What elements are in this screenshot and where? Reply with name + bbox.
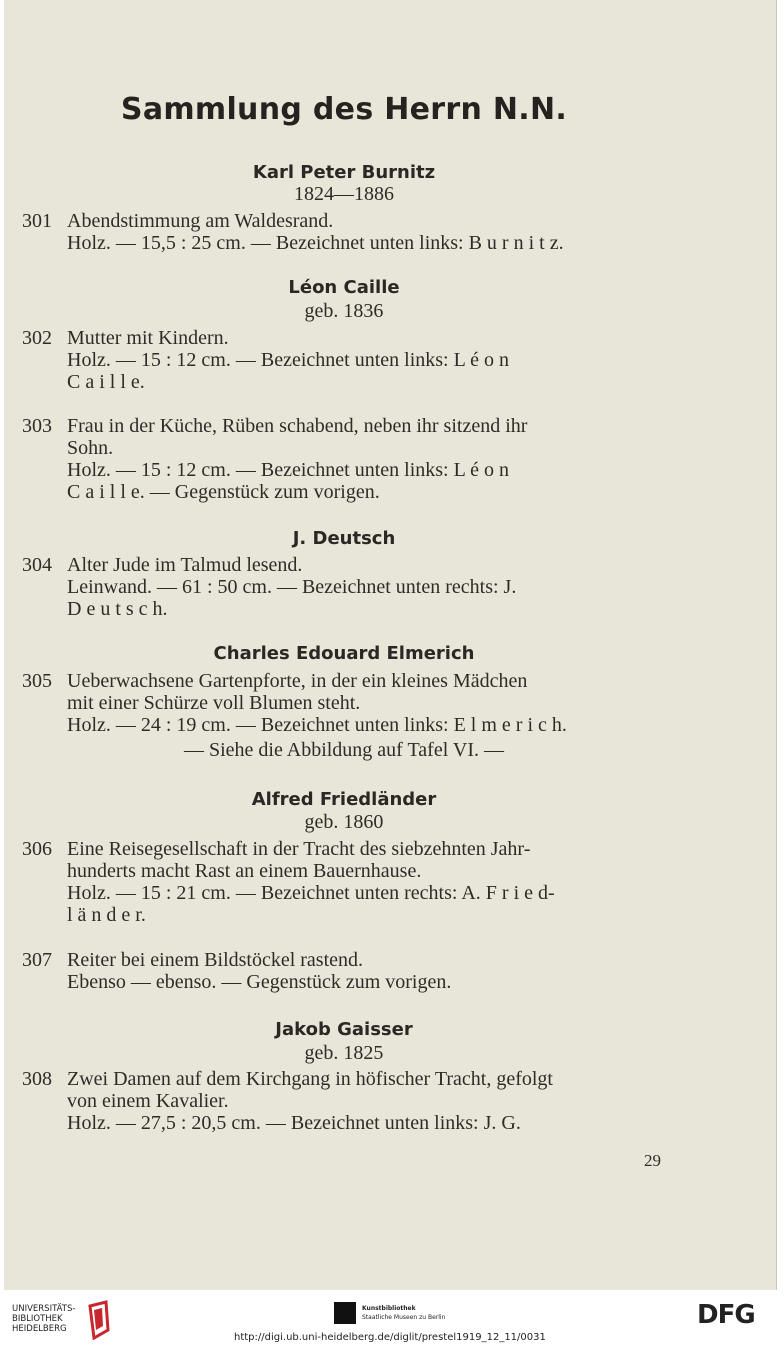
kb-logo-line: Staatliche Museen zu Berlin bbox=[362, 1314, 446, 1321]
ub-logo-line: BIBLIOTHEK bbox=[12, 1314, 63, 1324]
entry-detail: Ebenso — ebenso. — Gegenstück zum vorigen. bbox=[67, 971, 452, 993]
artist-dates: geb. 1860 bbox=[304, 811, 384, 833]
ub-logo-line: HEIDELBERG bbox=[12, 1324, 67, 1334]
entry-detail: C a i l l e. bbox=[67, 371, 145, 393]
entry-detail: D e u t s c h. bbox=[67, 598, 168, 620]
entry-number: 302 bbox=[22, 327, 52, 349]
catalog-entry bbox=[22, 415, 672, 503]
artist-name: Jakob Gaisser bbox=[275, 1019, 413, 1040]
catalog-entry bbox=[22, 949, 672, 993]
entry-title: Abendstimmung am Waldesrand. bbox=[67, 210, 334, 232]
entry-title: Frau in der Küche, Rüben schabend, neben ihr sitzend ihr bbox=[67, 415, 528, 437]
entry-title: hunderts macht Rast an einem Bauernhause. bbox=[67, 860, 422, 882]
entry-number: 301 bbox=[22, 210, 52, 232]
kunstbibliothek-logo[interactable] bbox=[334, 1302, 474, 1328]
ub-mark-icon bbox=[84, 1300, 112, 1340]
catalog-page bbox=[4, 0, 777, 1290]
artist-dates: geb. 1836 bbox=[304, 300, 384, 322]
artist-name: J. Deutsch bbox=[292, 528, 396, 549]
page-number: 29 bbox=[644, 1151, 661, 1170]
kb-logo-line: Kunstbibliothek bbox=[362, 1305, 416, 1312]
entry-title: Eine Reisegesellschaft in der Tracht des siebzehnten Jahr- bbox=[67, 838, 531, 860]
catalog-entry bbox=[22, 838, 672, 926]
entry-detail: Holz. — 15 : 12 cm. — Bezeichnet unten links: L é o n bbox=[67, 349, 509, 371]
ub-logo-line: UNIVERSITÄTS- bbox=[12, 1304, 76, 1314]
catalog-entry bbox=[22, 1068, 672, 1134]
entry-title: Ueberwachsene Gartenpforte, in der ein kleines Mädchen bbox=[67, 670, 528, 692]
entry-title: Zwei Damen auf dem Kirchgang in höfischer Tracht, gefolgt bbox=[67, 1068, 553, 1090]
entry-number: 306 bbox=[22, 838, 52, 860]
artist-dates: geb. 1825 bbox=[304, 1042, 384, 1064]
plate-reference-note: — Siehe die Abbildung auf Tafel VI. — bbox=[183, 739, 505, 761]
entry-title: Alter Jude im Talmud lesend. bbox=[67, 554, 303, 576]
artist-name: Charles Edouard Elmerich bbox=[213, 643, 475, 664]
entry-detail: Holz. — 15,5 : 25 cm. — Bezeichnet unten links: B u r n i t z. bbox=[67, 232, 564, 254]
artist-name: Alfred Friedländer bbox=[251, 789, 437, 810]
ub-heidelberg-logo[interactable] bbox=[12, 1300, 112, 1340]
catalog-entry bbox=[22, 670, 672, 736]
entry-title: Reiter bei einem Bildstöckel rastend. bbox=[67, 949, 364, 971]
artist-name: Karl Peter Burnitz bbox=[252, 162, 436, 183]
entry-number: 308 bbox=[22, 1068, 52, 1090]
entry-number: 303 bbox=[22, 415, 52, 437]
entry-detail: Holz. — 27,5 : 20,5 cm. — Bezeichnet unten links: J. G. bbox=[67, 1112, 521, 1134]
entry-detail: Leinwand. — 61 : 50 cm. — Bezeichnet unten rechts: J. bbox=[67, 576, 517, 598]
source-url-link[interactable]: http://digi.ub.uni-heidelberg.de/diglit/prestel1919_12_11/0031 bbox=[234, 1332, 546, 1343]
entry-title: Sohn. bbox=[67, 437, 114, 459]
catalog-entry bbox=[22, 327, 672, 393]
page-title: Sammlung des Herrn N.N. bbox=[120, 92, 568, 127]
entry-title: Mutter mit Kindern. bbox=[67, 327, 229, 349]
dfg-logo[interactable]: DFG bbox=[697, 1300, 755, 1330]
entry-number: 304 bbox=[22, 554, 52, 576]
catalog-entry bbox=[22, 210, 672, 254]
entry-title: mit einer Schürze voll Blumen steht. bbox=[67, 692, 361, 714]
entry-detail: Holz. — 24 : 19 cm. — Bezeichnet unten links: E l m e r i c h. bbox=[67, 714, 567, 736]
artist-dates: 1824—1886 bbox=[294, 183, 394, 205]
digitization-footer bbox=[0, 1290, 784, 1348]
artist-name: Léon Caille bbox=[288, 277, 400, 298]
entry-number: 307 bbox=[22, 949, 52, 971]
entry-number: 305 bbox=[22, 670, 52, 692]
entry-detail: l ä n d e r. bbox=[67, 904, 146, 926]
entry-title: von einem Kavalier. bbox=[67, 1090, 229, 1112]
entry-detail: Holz. — 15 : 21 cm. — Bezeichnet unten rechts: A. F r i e d- bbox=[67, 882, 555, 904]
entry-detail: C a i l l e. — Gegenstück zum vorigen. bbox=[67, 481, 380, 503]
catalog-entry bbox=[22, 554, 672, 620]
kunstbibliothek-mark-icon bbox=[334, 1302, 356, 1324]
entry-detail: Holz. — 15 : 12 cm. — Bezeichnet unten links: L é o n bbox=[67, 459, 509, 481]
